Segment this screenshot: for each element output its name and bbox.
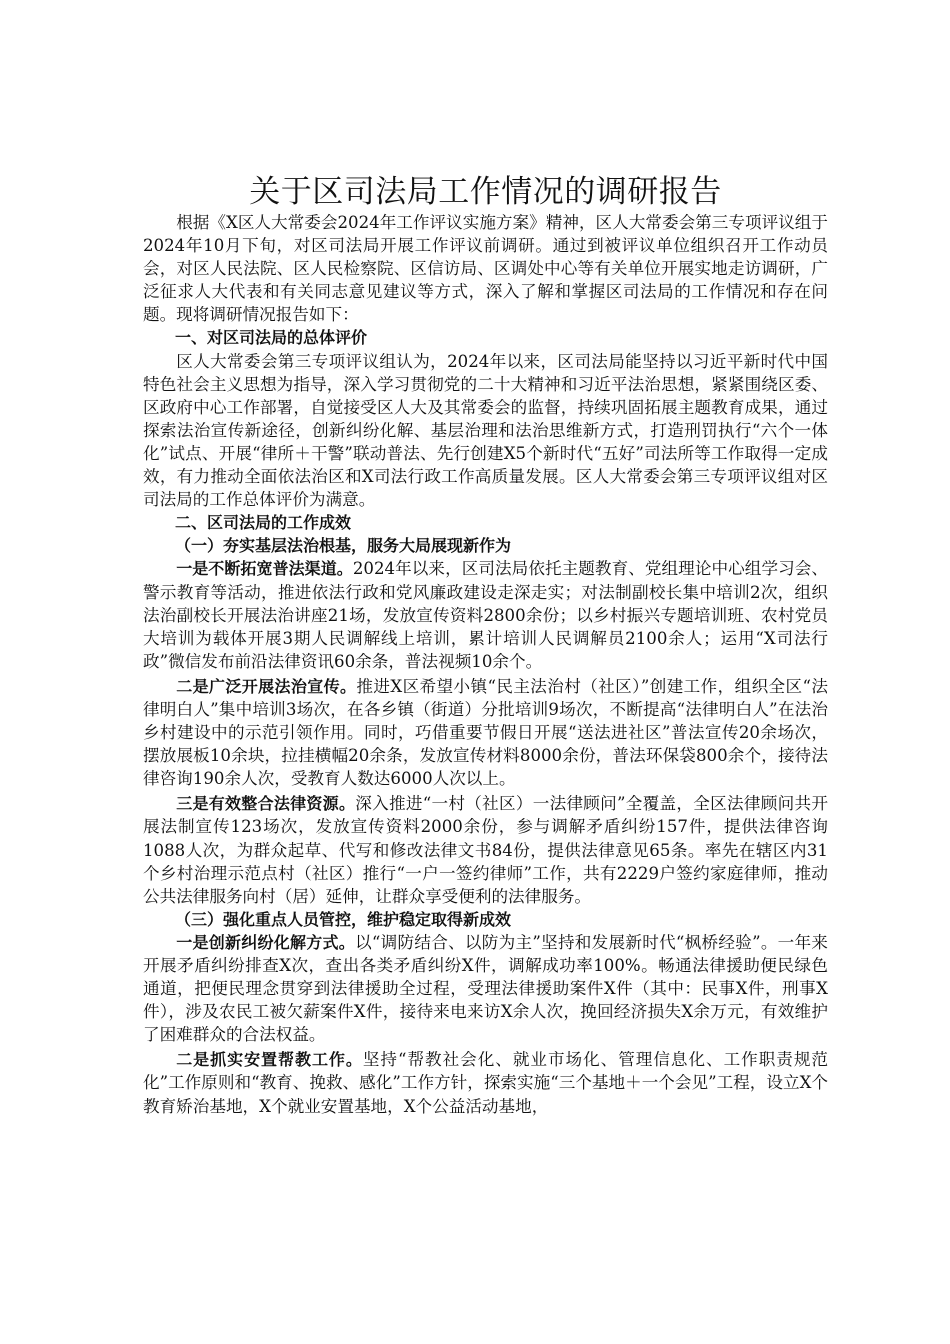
- item-lead: 二是抓实安置帮教工作。: [176, 1050, 363, 1070]
- item-lead: 一是创新纠纷化解方式。: [176, 932, 356, 952]
- document-title: 关于区司法局工作情况的调研报告: [249, 174, 722, 210]
- document-page: [143, 172, 828, 1118]
- item-text: 2024年以来，区司法局依托主题教育、党组理论中心组学习会、警示教育等活动，推进依法行政和党风廉政建设走深走实；对法制副校长集中培训2次，组织法治副校长开展法治讲座21场，发放宣传资料2800余份；以乡村振兴专题培训班、农村党员大培训为载体开展3期人民调解线上培训，累计培训人民调解员2100余人；运用“X司法行政”微信发布前沿法律资讯60余条，普法视频10余个。: [143, 559, 828, 671]
- item-lead: 三是有效整合法律资源。: [176, 794, 356, 814]
- item-paragraph: [143, 1048, 828, 1117]
- item-paragraph: [143, 792, 828, 907]
- item-text: 推进X区希望小镇“民主法治村（社区）”创建工作，组织全区“法律明白人”集中培训3场次，在各乡镇（街道）分批培训9场次，不断提高“法律明白人”在法治乡村建设中的示范引领作用。同时，巧借重要节假日开展“送法进社区”普法宣传20余场次，摆放展板10余块，拉挂横幅20余条，发放宣传材料8000余份，普法环保袋800余个，接待法律咨询190余人次，受教育人数达6000人次以上。: [143, 676, 828, 789]
- item-text: 深入推进“一村（社区）一法律顾问”全覆盖，全区法律顾问共开展法制宣传123场次，发放宣传资料2000余份，参与调解矛盾纠纷157件，提供法律咨询1088人次，为群众起草、代写和修改法律文书84份，提供法律意见65条。率先在辖区内31个乡村治理示范点村（社区）推行“一户一签约律师”工作，共有2229户签约家庭律师，推动公共法律服务向村（居）延伸，让群众享受便利的法律服务。: [143, 794, 828, 906]
- item-text: 坚持“帮教社会化、就业市场化、管理信息化、工作职责规范化”工作原则和“教育、挽救、感化”工作方针，探索实施“三个基地＋一个会见”工程，设立X个教育矫治基地，X个就业安置基地，X个公益活动基地，: [143, 1050, 828, 1116]
- item-text: 以“调防结合、以防为主”坚持和发展新时代“枫桥经验”。一年来开展矛盾纠纷排查X次，查出各类矛盾纠纷X件，调解成功率100%。畅通法律援助便民绿色通道，把便民理念贯穿到法律援助全过程，受理法律援助案件X件（其中：民事X件，刑事X件），涉及农民工被欠薪案件X件，接待来电来访X余人次，挽回经济损失X余万元，有效维护了困难群众的合法权益。: [143, 932, 828, 1045]
- section-1-paragraph: 区人大常委会第三专项评议组认为，2024年以来，区司法局能坚持以习近平新时代中国特色社会主义思想为指导，深入学习贯彻党的二十大精神和习近平法治思想，紧紧围绕区委、区政府中心工作部署，自觉接受区人大及其常委会的监督，持续巩固拓展主题教育成果，通过探索法治宣传新途径，创新纠纷化解、基层治理和法治思维新方式，打造刑罚执行“六个一体化”试点、开展“律所＋干警”联动普法、先行创建X5个新时代“五好”司法所等工作取得一定成效，有力推动全面依法治区和X司法行政工作高质量发展。区人大常委会第三专项评议组对区司法局的工作总体评价为满意。: [143, 351, 828, 510]
- item-paragraph: [143, 557, 828, 672]
- intro-paragraph: 根据《X区人大常委会2024年工作评议实施方案》精神，区人大常委会第三专项评议组于2024年10月下旬，对区司法局开展工作评议前调研。通过到被评议单位组织召开工作动员会，对区人民法院、区人民检察院、区信访局、区调处中心等有关单位开展实地走访调研，广泛征求人大代表和有关同志意见建议等方式，深入了解和掌握区司法局的工作情况和存在问题。现将调研情况报告如下：: [143, 213, 828, 325]
- item-paragraph: [143, 675, 828, 790]
- section-1-heading: 一、对区司法局的总体评价: [175, 328, 368, 348]
- item-lead: 一是不断拓宽普法渠道。: [176, 559, 353, 579]
- subsection-3-heading: （三）强化重点人员管控，维护稳定取得新成效: [175, 909, 512, 929]
- section-2-heading: 二、区司法局的工作成效: [175, 513, 352, 533]
- subsection-1-heading: （一）夯实基层法治根基，服务大局展现新作为: [175, 536, 512, 556]
- item-paragraph: [143, 931, 828, 1046]
- item-lead: 二是广泛开展法治宣传。: [176, 676, 357, 696]
